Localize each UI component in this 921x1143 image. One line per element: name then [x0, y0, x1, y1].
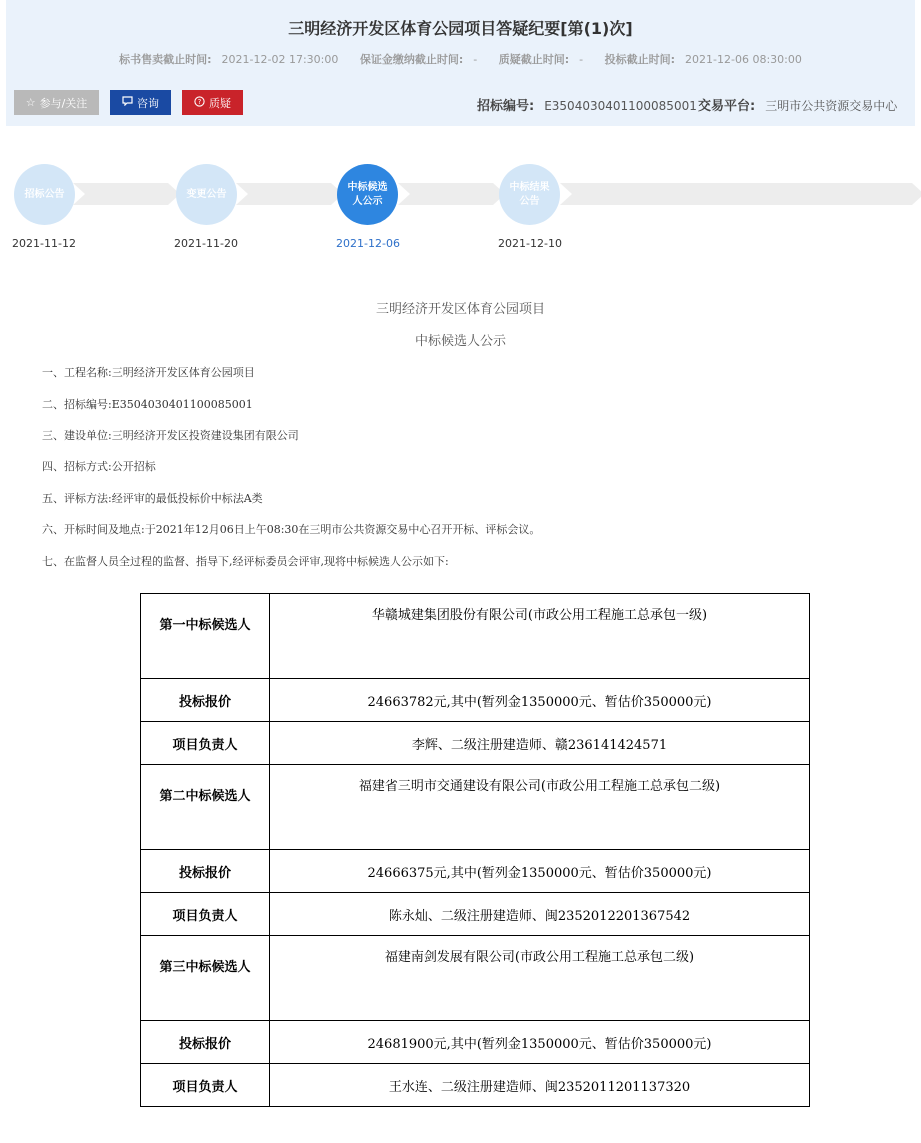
doc-line: 五、评标方法:经评审的最低投标价中标法A类: [42, 492, 263, 505]
timeline-arrow: [73, 183, 168, 205]
timeline-arrow: [560, 183, 912, 205]
project-manager: 李辉、二级注册建造师、赣236141424571: [270, 722, 810, 765]
bid-price: 24681900元,其中(暂列金1350000元、暂估价350000元): [270, 1021, 810, 1064]
deadline-question: 质疑截止时间: -: [498, 53, 584, 66]
candidate-rank-label: 第一中标候选人: [141, 594, 270, 679]
step-date: 2021-12-06: [336, 237, 400, 250]
doc-line: 一、工程名称:三明经济开发区体育公园项目: [42, 366, 255, 379]
table-row: [141, 679, 810, 722]
question-icon: [194, 96, 205, 110]
price-label: 投标报价: [141, 850, 270, 893]
table-row: [141, 594, 810, 679]
table-row: [141, 850, 810, 893]
price-label: 投标报价: [141, 1021, 270, 1064]
bid-price: 24663782元,其中(暂列金1350000元、暂估价350000元): [270, 679, 810, 722]
step-date: 2021-11-20: [174, 237, 238, 250]
table-row: [141, 893, 810, 936]
candidate-rank-label: 第二中标候选人: [141, 765, 270, 850]
bid-code: 招标编号: E3504030401100085001: [477, 99, 697, 114]
project-manager: 王水连、二级注册建造师、闽2352011201137320: [270, 1064, 810, 1107]
step-change-notice[interactable]: 变更公告: [176, 164, 237, 225]
table-row: [141, 765, 810, 850]
doc-line: 三、建设单位:三明经济开发区投资建设集团有限公司: [42, 429, 299, 442]
table-row: [141, 936, 810, 1021]
manager-label: 项目负责人: [141, 893, 270, 936]
candidate-name: 华赣城建集团股份有限公司(市政公用工程施工总承包一级): [270, 594, 810, 679]
svg-text:?: ?: [197, 97, 202, 106]
deadline-bid: 投标截止时间: 2021-12-06 08:30:00: [604, 53, 802, 66]
notice-header: [6, 0, 915, 126]
question-button[interactable]: ? 质疑: [182, 90, 243, 115]
table-row: [141, 1021, 810, 1064]
doc-line: 四、招标方式:公开招标: [42, 460, 156, 473]
step-date: 2021-12-10: [498, 237, 562, 250]
candidate-rank-label: 第三中标候选人: [141, 936, 270, 1021]
follow-button[interactable]: ☆ 参与/关注: [14, 90, 99, 115]
document-title: 三明经济开发区体育公园项目: [375, 302, 545, 317]
document-subtitle: 中标候选人公示: [414, 334, 506, 349]
progress-timeline: [0, 160, 921, 260]
table-row: [141, 1064, 810, 1107]
deadline-deposit: 保证金缴纳截止时间: -: [359, 53, 478, 66]
price-label: 投标报价: [141, 679, 270, 722]
table-row: [141, 722, 810, 765]
step-candidate-notice[interactable]: 中标候选人公示: [337, 164, 398, 225]
chat-icon: [122, 96, 133, 109]
doc-line: 六、开标时间及地点:于2021年12月06日上午08:30在三明市公共资源交易中心召开开标、评标会议。: [42, 523, 541, 536]
consult-button[interactable]: 咨询: [110, 90, 171, 115]
doc-line: 二、招标编号:E3504030401100085001: [42, 398, 253, 411]
doc-line: 七、在监督人员全过程的监督、指导下,经评标委员会评审,现将中标候选人公示如下:: [42, 555, 449, 568]
step-date: 2021-11-12: [12, 237, 76, 250]
trading-platform: 交易平台: 三明市公共资源交易中心: [698, 99, 898, 114]
candidate-name: 福建省三明市交通建设有限公司(市政公用工程施工总承包二级): [270, 765, 810, 850]
bid-price: 24666375元,其中(暂列金1350000元、暂估价350000元): [270, 850, 810, 893]
page-title: 三明经济开发区体育公园项目答疑纪要[第(1)次]: [288, 19, 633, 38]
deadline-bar: [6, 51, 915, 67]
timeline-arrow: [398, 183, 493, 205]
candidate-table: [140, 593, 810, 1107]
deadline-sale: 标书售卖截止时间: 2021-12-02 17:30:00: [119, 53, 339, 66]
step-tender-notice[interactable]: 招标公告: [14, 164, 75, 225]
manager-label: 项目负责人: [141, 1064, 270, 1107]
project-manager: 陈永灿、二级注册建造师、闽2352012201367542: [270, 893, 810, 936]
star-icon: ☆: [25, 96, 36, 109]
candidate-name: 福建南剑发展有限公司(市政公用工程施工总承包二级): [270, 936, 810, 1021]
timeline-arrow: [236, 183, 331, 205]
manager-label: 项目负责人: [141, 722, 270, 765]
step-result-notice[interactable]: 中标结果公告: [499, 164, 560, 225]
